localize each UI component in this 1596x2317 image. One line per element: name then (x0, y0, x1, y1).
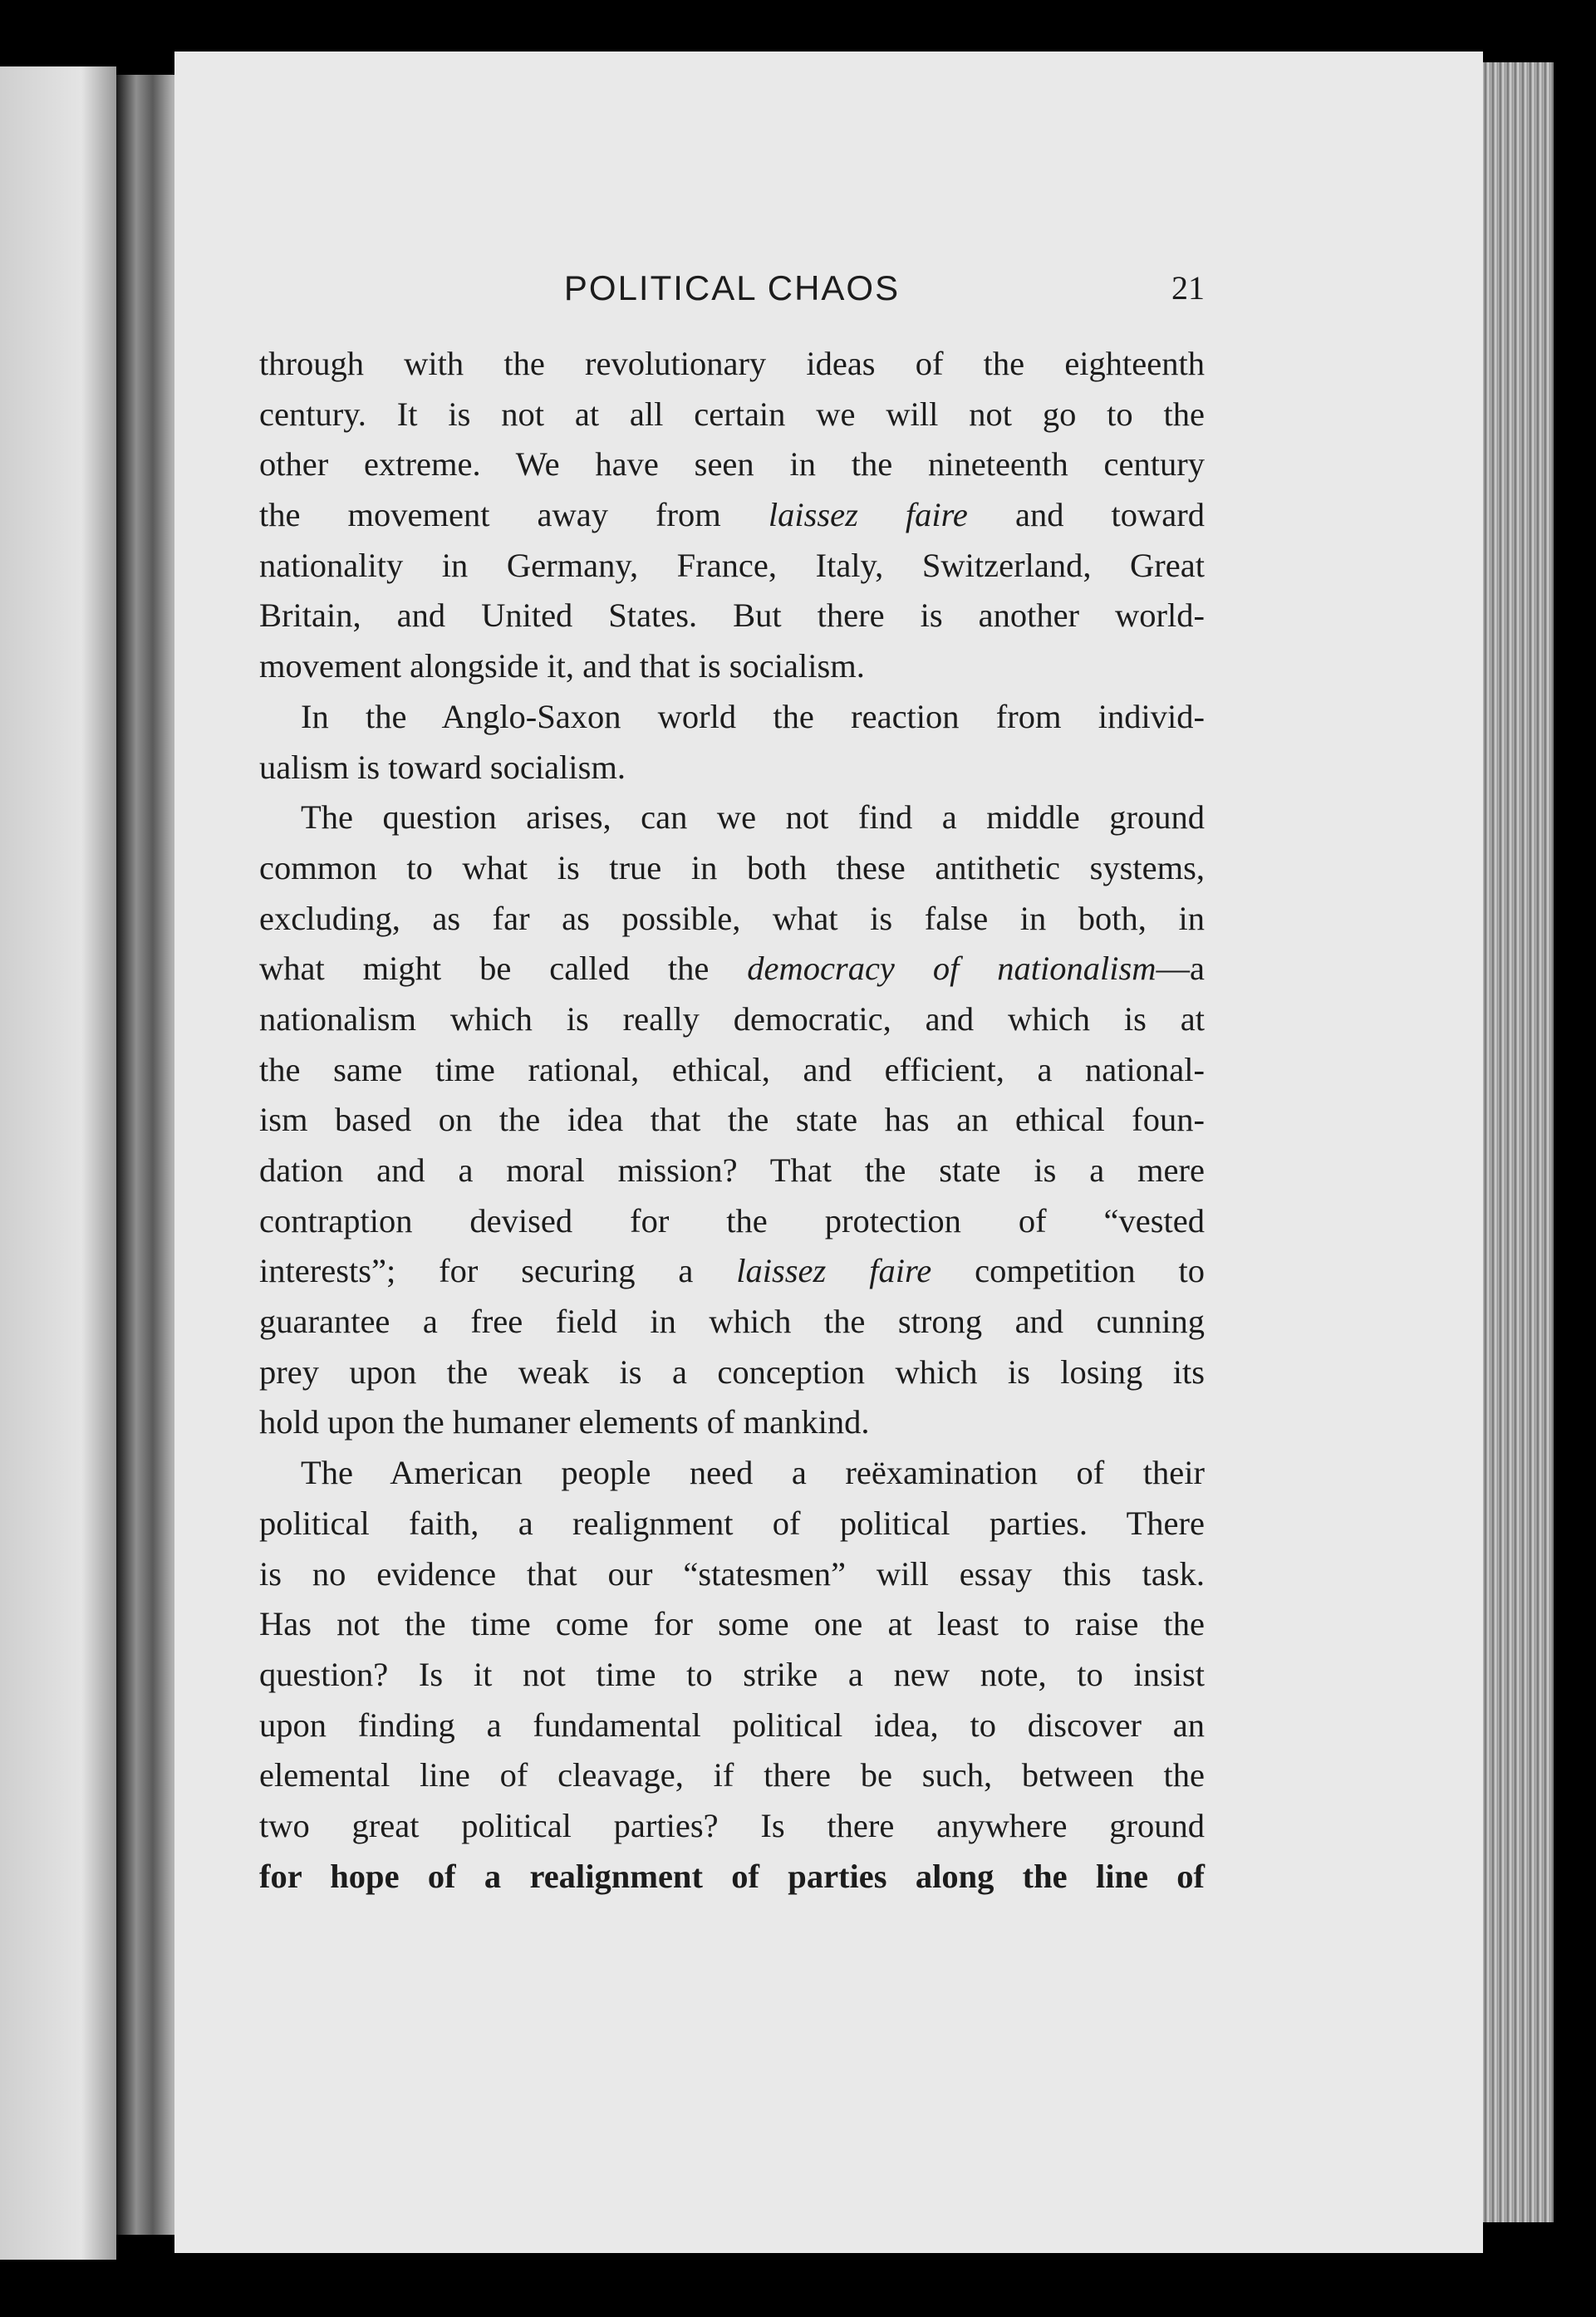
text-line: ualism is toward socialism. (259, 748, 626, 786)
text-line: Has not the time come for some one at least to raise the (259, 1605, 1205, 1643)
text-line: prey upon the weak is a conception which is losing its (259, 1352, 1205, 1391)
text-line: the same time rational, ethical, and efficient, a national- (259, 1050, 1205, 1088)
text-line: two great political parties? Is there anywhere ground (259, 1806, 1205, 1844)
page-stack-edge (1483, 62, 1554, 2222)
text-line: Britain, and United States. But there is another world- (259, 596, 1205, 635)
text-line: elemental line of cleavage, if there be such, between the (259, 1756, 1205, 1794)
text-line: The American people need a reëxamination of their (301, 1454, 1205, 1492)
text-line: contraption devised for the protection of “vested (259, 1201, 1205, 1239)
book-gutter (116, 75, 183, 2235)
text-line: the movement away from laissez faire and toward (259, 496, 1205, 534)
text-line: nationality in Germany, France, Italy, Switzerland, Great (259, 546, 1205, 584)
text-line: what might be called the democracy of nationalism—a (259, 950, 1205, 988)
text-line: common to what is true in both these antithetic systems, (259, 848, 1205, 886)
text-line: hold upon the humaner elements of mankind. (259, 1403, 870, 1441)
text-line: interests”; for securing a laissez faire competition to (259, 1252, 1205, 1290)
running-head-title: POLITICAL CHAOS (563, 268, 901, 307)
text-line: guarantee a free field in which the strong and cunning (259, 1303, 1205, 1341)
text-line: The question arises, can we not find a middle ground (301, 798, 1205, 837)
text-line: is no evidence that our “statesmen” will essay this task. (259, 1554, 1205, 1593)
text-line: In the Anglo-Saxon world the reaction from individ- (301, 697, 1205, 735)
text-line: for hope of a realignment of parties along the line of (259, 1857, 1205, 1895)
text-line: through with the revolutionary ideas of the eighteenth (259, 345, 1205, 382)
text-line: century. It is not at all certain we will not go to the (259, 395, 1205, 433)
text-line: nationalism which is really democratic, and which is at (259, 999, 1205, 1038)
text-line: upon finding a fundamental political idea, to discover an (259, 1706, 1205, 1744)
text-line: political faith, a realignment of political parties. There (259, 1504, 1205, 1542)
text-line: question? Is it not time to strike a new note, to insist (259, 1655, 1205, 1693)
text-line: movement alongside it, and that is socialism. (259, 647, 865, 685)
facing-page-edge (0, 66, 116, 2260)
page-number: 21 (1171, 269, 1205, 307)
running-head (259, 268, 1205, 318)
text-line: dation and a moral mission? That the state is a mere (259, 1151, 1205, 1189)
text-line: other extreme. We have seen in the nineteenth century (259, 445, 1205, 484)
text-line: ism based on the idea that the state has an ethical foun- (259, 1101, 1205, 1139)
body-text (259, 339, 1205, 1902)
text-line: excluding, as far as possible, what is false in both, in (259, 899, 1205, 937)
